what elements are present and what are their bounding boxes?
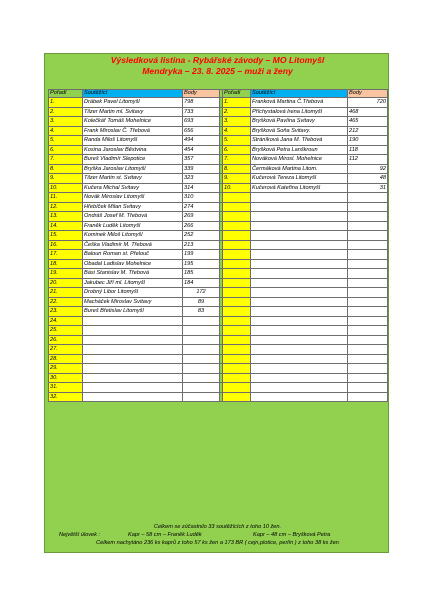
rank-cell: 7.: [49, 155, 83, 165]
rank-cell: 28.: [49, 354, 83, 364]
competitor-cell: Hřebíček Milan Svitavy: [83, 202, 183, 212]
rank-cell-women: [223, 307, 251, 317]
points-cell-women: [348, 193, 388, 203]
participants-summary: Celkem se zúčastnilo 33 soutěžících z toho 10 žen.: [153, 524, 282, 530]
table-row: [49, 212, 388, 222]
points-cell-women: [348, 392, 388, 402]
competitor-cell-women: [251, 373, 348, 383]
table-row: [49, 297, 388, 307]
competitor-cell: [83, 345, 183, 355]
competitor-cell: [83, 335, 183, 345]
table-row: [49, 202, 388, 212]
points-cell-women: [348, 250, 388, 260]
points-cell: [183, 383, 220, 393]
rank-cell: 18.: [49, 259, 83, 269]
competitor-cell: Bryška Jaroslav Litomyšl: [83, 164, 183, 174]
rank-cell: 23.: [49, 307, 83, 317]
rank-cell-women: [223, 269, 251, 279]
competitor-cell-women: Kučerová Tereza Litomyšl: [251, 174, 348, 184]
points-cell-women: [348, 373, 388, 383]
rank-cell-women: 6.: [223, 145, 251, 155]
competitor-cell-women: [251, 221, 348, 231]
rank-cell: 14.: [49, 221, 83, 231]
points-cell-women: 190: [348, 136, 388, 146]
rank-cell-women: [223, 231, 251, 241]
points-cell: [183, 373, 220, 383]
table-row: [49, 383, 388, 393]
table-row: [49, 259, 388, 269]
points-cell-women: [348, 259, 388, 269]
rank-cell-women: [223, 335, 251, 345]
points-cell: 693: [183, 117, 220, 127]
rank-cell-women: [223, 354, 251, 364]
rank-cell-women: [223, 250, 251, 260]
points-cell-women: [348, 269, 388, 279]
competitor-cell-women: [251, 193, 348, 203]
table-row: [49, 98, 388, 108]
rank-cell: 29.: [49, 364, 83, 374]
competitor-cell: Jakubec Jiří ml. Litomyšl: [83, 278, 183, 288]
competitor-cell-women: [251, 392, 348, 402]
table-row: [49, 250, 388, 260]
competitor-cell-women: Nováková Mirosl. Mohelnice: [251, 155, 348, 165]
points-cell-women: [348, 335, 388, 345]
competitor-cell: Drobný Libor Litomyšl: [83, 288, 183, 298]
rank-cell-women: [223, 202, 251, 212]
table-row: [49, 269, 388, 279]
points-cell: [183, 326, 220, 336]
competitor-cell-women: [251, 364, 348, 374]
points-cell: 199: [183, 250, 220, 260]
competitor-cell-women: [251, 202, 348, 212]
rank-cell-women: 10.: [223, 183, 251, 193]
competitor-cell: Obadal Ladislav Mohelnice: [83, 259, 183, 269]
points-cell: 454: [183, 145, 220, 155]
table-row: [49, 164, 388, 174]
points-cell: 314: [183, 183, 220, 193]
rank-cell: 17.: [49, 250, 83, 260]
points-cell-women: [348, 212, 388, 222]
competitor-cell-women: [251, 326, 348, 336]
rank-cell-women: [223, 221, 251, 231]
header-competitor-men: Soutěžící: [83, 90, 183, 98]
points-cell: 310: [183, 193, 220, 203]
points-cell-women: 720: [348, 98, 388, 108]
rank-cell-women: 5.: [223, 136, 251, 146]
points-cell: 274: [183, 202, 220, 212]
competitor-cell: Kolečkář Tomáš Mohelnice: [83, 117, 183, 127]
rank-cell-women: [223, 297, 251, 307]
title-line-2: Mendryka – 23. 8. 2025 – muži a ženy: [142, 66, 293, 76]
table-row: [49, 240, 388, 250]
title-line-1: Výsledková listina - Rybářské závody – MO Litomyšl: [110, 55, 325, 65]
points-cell-women: [348, 288, 388, 298]
rank-cell: 16.: [49, 240, 83, 250]
competitor-cell-women: Kučerová Kateřina Litomyšl: [251, 183, 348, 193]
table-row: [49, 335, 388, 345]
competitor-cell-women: Stráníková Jana M. Třebová: [251, 136, 348, 146]
competitor-cell: [83, 364, 183, 374]
rank-cell: 12.: [49, 202, 83, 212]
points-cell-women: [348, 202, 388, 212]
rank-cell: 11.: [49, 193, 83, 203]
points-cell-women: [348, 364, 388, 374]
points-cell-women: 92: [348, 164, 388, 174]
points-cell-women: [348, 297, 388, 307]
competitor-cell: Macháček Miroslav Svitavy: [83, 297, 183, 307]
table-row: [49, 221, 388, 231]
table-row: [49, 174, 388, 184]
competitor-cell-women: [251, 354, 348, 364]
table-row: [49, 117, 388, 127]
points-cell: 195: [183, 259, 220, 269]
points-cell: [183, 316, 220, 326]
rank-cell-women: [223, 288, 251, 298]
rank-cell-women: 3.: [223, 117, 251, 127]
header-points-men: Body: [183, 90, 220, 98]
points-cell: [183, 354, 220, 364]
competitor-cell: Ondráš Josef M. Třebová: [83, 212, 183, 222]
rank-cell: 10.: [49, 183, 83, 193]
points-cell-women: 212: [348, 126, 388, 136]
points-cell-women: 31: [348, 183, 388, 193]
rank-cell: 21.: [49, 288, 83, 298]
competitor-cell: Bureš Vladimír Slepotice: [83, 155, 183, 165]
points-cell-women: 118: [348, 145, 388, 155]
points-cell: 252: [183, 231, 220, 241]
rank-cell: 8.: [49, 164, 83, 174]
points-cell: 83: [183, 307, 220, 317]
competitor-cell-women: [251, 259, 348, 269]
rank-cell-women: 8.: [223, 164, 251, 174]
table-row: [49, 278, 388, 288]
rank-cell-women: [223, 383, 251, 393]
competitor-cell: Tilzer Martin st. Svitavy: [83, 174, 183, 184]
competitor-cell: Frank Miroslav Č. Třebová: [83, 126, 183, 136]
table-row: [49, 288, 388, 298]
rank-cell-women: [223, 259, 251, 269]
table-row: [49, 345, 388, 355]
rank-cell-women: [223, 364, 251, 374]
points-cell-women: [348, 326, 388, 336]
competitor-cell: Češka Vladimír M. Třebová: [83, 240, 183, 250]
competitor-cell-women: [251, 278, 348, 288]
competitor-cell: Novák Miroslav Litomyšl: [83, 193, 183, 203]
table-row: [49, 126, 388, 136]
competitor-cell: Bureš Břetislav Litomyšl: [83, 307, 183, 317]
biggest-catch-men: Kapr – 58 cm – Franěk Luděk: [128, 532, 202, 538]
competitor-cell-women: [251, 297, 348, 307]
points-cell-women: [348, 240, 388, 250]
rank-cell-women: 4.: [223, 126, 251, 136]
points-cell-women: 468: [348, 107, 388, 117]
rank-cell-women: [223, 373, 251, 383]
points-cell: [183, 392, 220, 402]
points-cell-women: [348, 345, 388, 355]
competitor-cell-women: [251, 269, 348, 279]
rank-cell-women: [223, 193, 251, 203]
competitor-cell-women: [251, 345, 348, 355]
competitor-cell: Kosina Jaroslav Běstvina: [83, 145, 183, 155]
rank-cell: 9.: [49, 174, 83, 184]
points-cell-women: 48: [348, 174, 388, 184]
competitor-cell: Baloun Roman st. Přelouč: [83, 250, 183, 260]
points-cell: 733: [183, 107, 220, 117]
points-cell: 323: [183, 174, 220, 184]
points-cell-women: 465: [348, 117, 388, 127]
table-row: [49, 326, 388, 336]
rank-cell: 19.: [49, 269, 83, 279]
competitor-cell-women: [251, 288, 348, 298]
points-cell-women: [348, 278, 388, 288]
biggest-catch-label: Největší úlovek :: [59, 532, 101, 538]
table-row: [49, 373, 388, 383]
rank-cell-women: 2.: [223, 107, 251, 117]
rank-cell: 20.: [49, 278, 83, 288]
rank-cell-women: 9.: [223, 174, 251, 184]
rank-cell-women: [223, 212, 251, 222]
competitor-cell-women: [251, 335, 348, 345]
table-row: [49, 193, 388, 203]
competitor-cell: Bási Stanislav M. Třebová: [83, 269, 183, 279]
total-catch: Celkem nachytáno 236 ks kaprů z toho 57 ks žen a 173 BR ( cejn,plotice, perlín ) z toho 38 ks žen: [96, 540, 339, 546]
biggest-catch-women: Kapr – 48 cm – Bryšková Petra: [253, 532, 331, 538]
results-sheet: [44, 53, 389, 553]
rank-cell: 30.: [49, 373, 83, 383]
rank-cell-women: [223, 392, 251, 402]
competitor-cell: Kominek Miloš Litomyšl: [83, 231, 183, 241]
points-cell-women: [348, 231, 388, 241]
table-row: [49, 136, 388, 146]
competitor-cell-women: [251, 383, 348, 393]
points-cell-women: [348, 221, 388, 231]
table-row: [49, 231, 388, 241]
competitor-cell: [83, 373, 183, 383]
rank-cell: 25.: [49, 326, 83, 336]
points-cell-women: 112: [348, 155, 388, 165]
rank-cell: 1.: [49, 98, 83, 108]
table-row: [49, 155, 388, 165]
points-cell: 269: [183, 212, 220, 222]
competitor-cell-women: Příchystalová Irena Litomyšl: [251, 107, 348, 117]
points-cell: 798: [183, 98, 220, 108]
competitor-cell-women: [251, 240, 348, 250]
rank-cell: 22.: [49, 297, 83, 307]
rank-cell: 15.: [49, 231, 83, 241]
rank-cell-women: [223, 326, 251, 336]
rank-cell: 4.: [49, 126, 83, 136]
competitor-cell: [83, 383, 183, 393]
rank-cell-women: [223, 316, 251, 326]
competitor-cell: [83, 326, 183, 336]
competitor-cell-women: Bryšková Pavlína Svitavy: [251, 117, 348, 127]
competitor-cell: Franěk Luděk Litomyšl: [83, 221, 183, 231]
rank-cell: 5.: [49, 136, 83, 146]
points-cell-women: [348, 316, 388, 326]
competitor-cell: Kučera Michal Svitavy: [83, 183, 183, 193]
points-cell: [183, 364, 220, 374]
points-cell-women: [348, 307, 388, 317]
points-cell: 213: [183, 240, 220, 250]
competitor-cell-women: [251, 212, 348, 222]
rank-cell: 13.: [49, 212, 83, 222]
table-row: [49, 183, 388, 193]
rank-cell: 2.: [49, 107, 83, 117]
competitor-cell: [83, 354, 183, 364]
rank-cell-women: [223, 240, 251, 250]
competitor-cell: Tilzer Martin ml. Svitavy: [83, 107, 183, 117]
points-cell: 656: [183, 126, 220, 136]
table-row: [49, 307, 388, 317]
competitor-cell: Drábek Pavel Litomyšl: [83, 98, 183, 108]
table-row: [49, 145, 388, 155]
points-cell: 494: [183, 136, 220, 146]
competitor-cell-women: Bryšková Soňa Svitavy.: [251, 126, 348, 136]
rank-cell: 6.: [49, 145, 83, 155]
points-cell: [183, 335, 220, 345]
header-points-women: Body: [348, 90, 388, 98]
rank-cell: 24.: [49, 316, 83, 326]
table-header-row: [49, 90, 388, 98]
rank-cell: 32.: [49, 392, 83, 402]
competitor-cell: [83, 316, 183, 326]
rank-cell-women: [223, 278, 251, 288]
header-rank-men: Pořadí: [49, 90, 83, 98]
table-row: [49, 354, 388, 364]
rank-cell: 26.: [49, 335, 83, 345]
table-row: [49, 316, 388, 326]
table-row: [49, 364, 388, 374]
rank-cell: 31.: [49, 383, 83, 393]
points-cell-women: [348, 383, 388, 393]
points-cell: 339: [183, 164, 220, 174]
competitor-cell-women: [251, 250, 348, 260]
rank-cell-women: [223, 345, 251, 355]
points-cell: 89: [183, 297, 220, 307]
competitor-cell: [83, 392, 183, 402]
table-row: [49, 392, 388, 402]
points-cell: [183, 345, 220, 355]
points-cell: 185: [183, 269, 220, 279]
points-cell: 266: [183, 221, 220, 231]
competitor-cell-women: [251, 307, 348, 317]
rank-cell-women: 7.: [223, 155, 251, 165]
results-table: [48, 89, 388, 402]
competitor-cell-women: Čermáková Martina Litom.: [251, 164, 348, 174]
competitor-cell-women: [251, 231, 348, 241]
competitor-cell: Randa Miloš Litomyšl: [83, 136, 183, 146]
header-rank-women: Pořadí: [223, 90, 251, 98]
points-cell-women: [348, 354, 388, 364]
points-cell: 357: [183, 155, 220, 165]
points-cell: 184: [183, 278, 220, 288]
competitor-cell-women: Bryšková Petra Lanškroun: [251, 145, 348, 155]
rank-cell: 27.: [49, 345, 83, 355]
table-row: [49, 107, 388, 117]
header-competitor-women: Soutěžící: [251, 90, 348, 98]
rank-cell-women: 1.: [223, 98, 251, 108]
competitor-cell-women: [251, 316, 348, 326]
points-cell: 172: [183, 288, 220, 298]
rank-cell: 3.: [49, 117, 83, 127]
competitor-cell-women: Franková Martina Č.Třebová: [251, 98, 348, 108]
